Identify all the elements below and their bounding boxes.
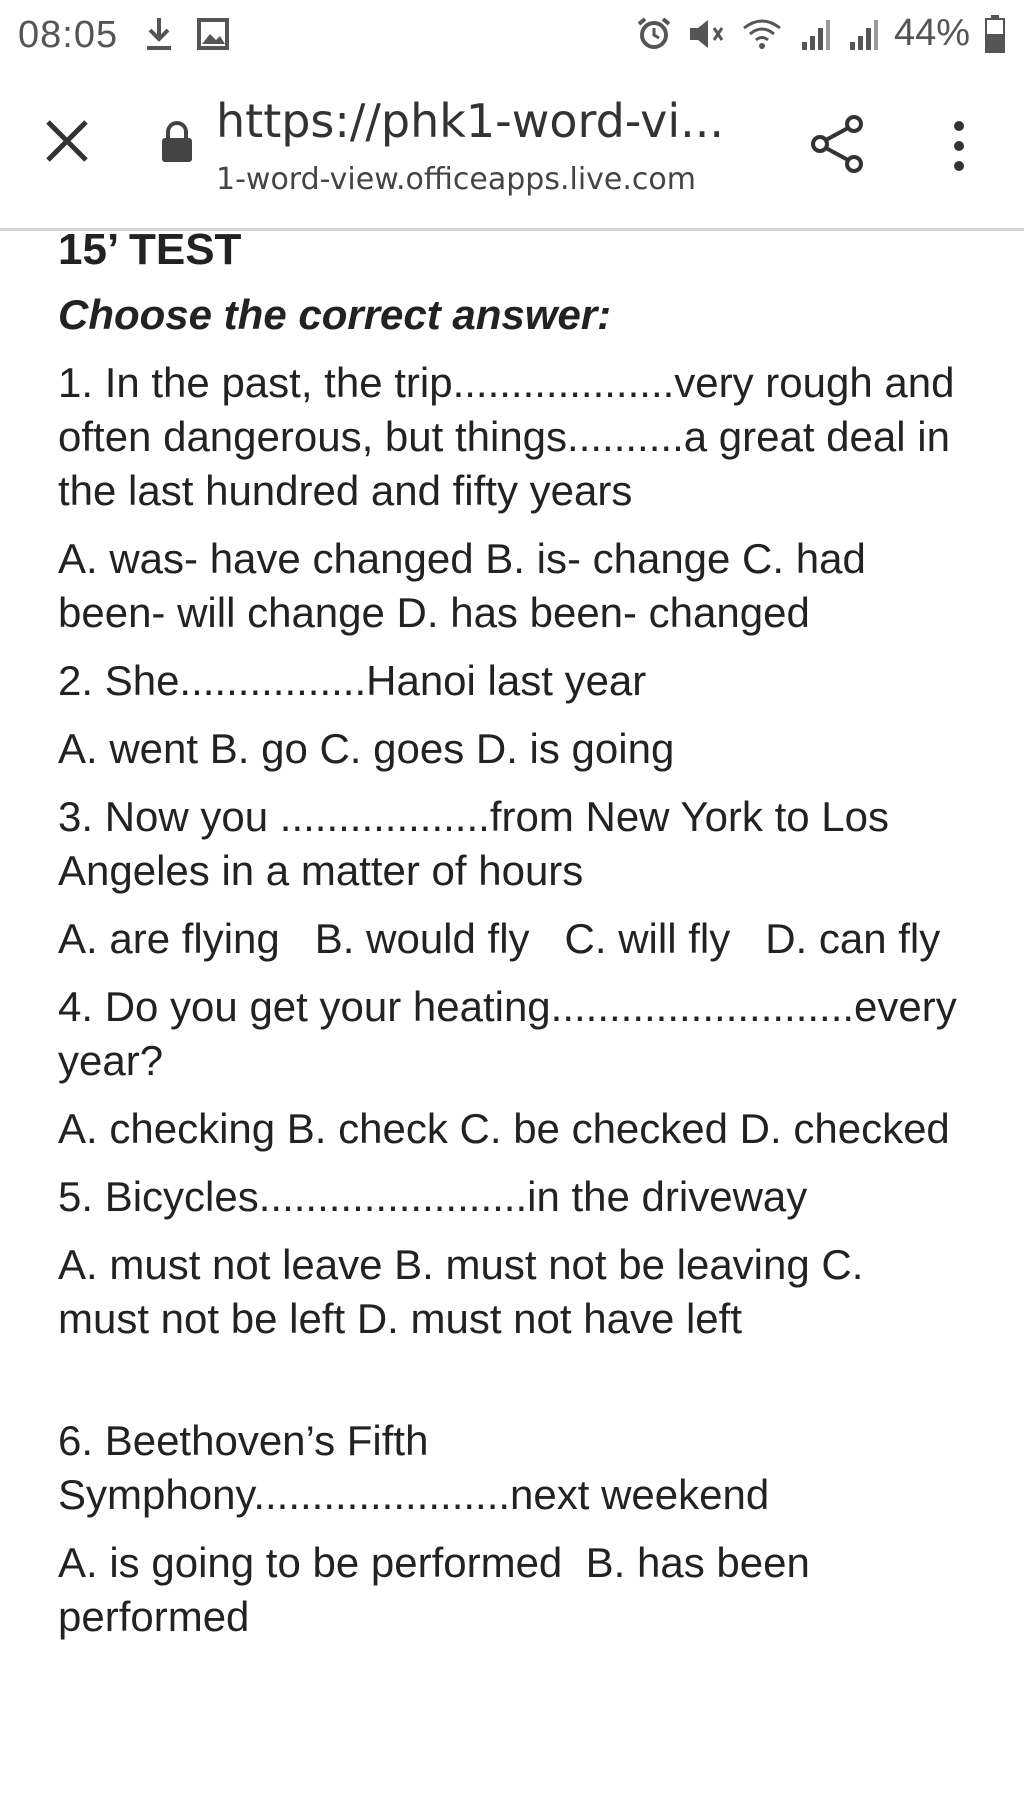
alarm-icon xyxy=(636,16,672,52)
close-icon[interactable] xyxy=(44,118,90,164)
question-6: 6. Beethoven’s Fifth Symphony......................next weekend xyxy=(58,1417,770,1518)
share-icon[interactable] xyxy=(808,114,868,174)
mute-icon xyxy=(686,16,726,52)
url-text[interactable]: https://phk1-word-vi... xyxy=(216,94,725,148)
browser-address-bar xyxy=(0,70,1024,231)
instruction-text: Choose the correct answer: xyxy=(58,291,612,338)
question-5: 5. Bicycles.......................in the driveway xyxy=(58,1173,808,1220)
question-2: 2. She................Hanoi last year xyxy=(58,657,647,704)
battery-icon xyxy=(984,14,1006,54)
image-icon xyxy=(196,14,230,54)
question-4: 4. Do you get your heating..........................every year? xyxy=(58,983,957,1084)
document-body xyxy=(58,224,958,1644)
options-1: A. was- have changed B. is- change C. had been- will change D. has been- changed xyxy=(58,535,866,636)
status-bar xyxy=(0,0,1024,70)
signal-icon xyxy=(798,16,832,52)
signal-icon xyxy=(846,16,880,52)
url-domain: 1-word-view.officeapps.live.com xyxy=(216,162,696,197)
options-2: A. went B. go C. goes D. is going xyxy=(58,725,675,772)
more-vert-icon[interactable] xyxy=(944,116,974,176)
status-time: 08:05 xyxy=(18,14,119,56)
options-3: A. are flying B. would fly C. will fly D. can fly xyxy=(58,915,941,962)
wifi-icon xyxy=(740,16,784,52)
lock-icon xyxy=(160,120,194,164)
question-1: 1. In the past, the trip...................very rough and often dangerous, but things..........a great deal in the last hundred and fifty years xyxy=(58,359,955,514)
question-3: 3. Now you ..................from New York to Los Angeles in a matter of hours xyxy=(58,793,889,894)
options-6: A. is going to be performed B. has been performed xyxy=(58,1539,822,1640)
options-4: A. checking B. check C. be checked D. checked xyxy=(58,1105,950,1152)
download-icon xyxy=(142,14,176,54)
page-title: 15’ TEST xyxy=(58,225,242,274)
options-5: A. must not leave B. must not be leaving C. must not be left D. must not have left xyxy=(58,1241,864,1342)
battery-percent: 44% xyxy=(893,12,970,54)
status-indicators xyxy=(636,12,1006,55)
